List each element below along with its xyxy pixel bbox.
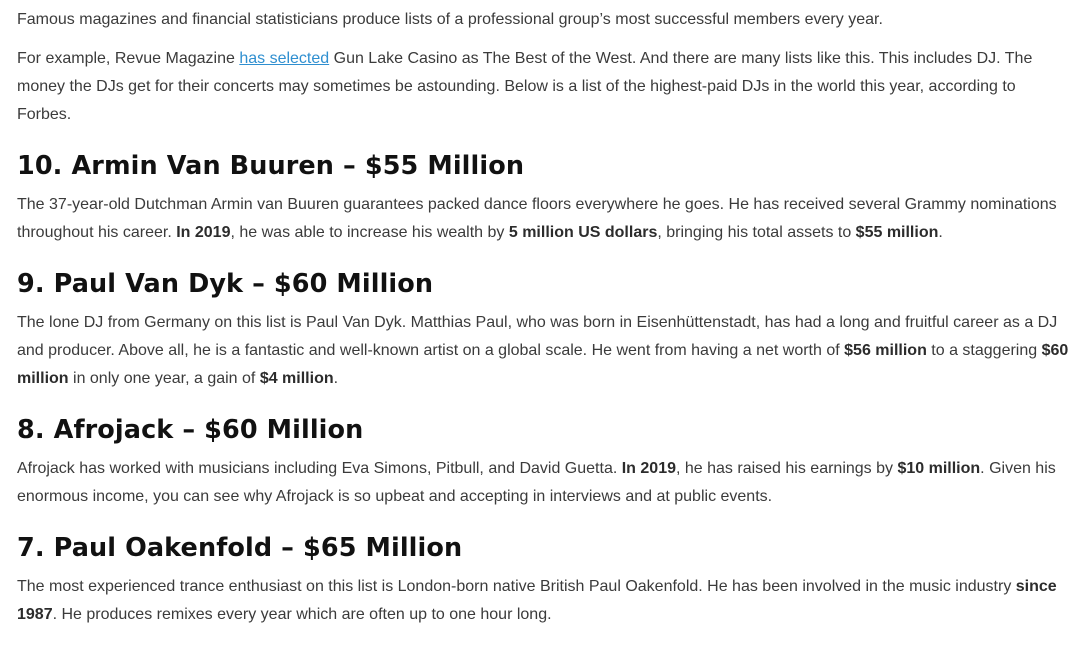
section-heading-paul-van-dyk: 9. Paul Van Dyk – $60 Million	[17, 269, 434, 299]
paragraph-text: . He produces remixes every year which are often up to one hour long.	[52, 606, 552, 623]
section-paragraph-afrojack	[17, 455, 1071, 511]
intro-paragraph	[17, 6, 1071, 34]
bold-text: In 2019	[621, 460, 676, 477]
bold-text: In 2019	[176, 224, 231, 241]
paragraph-text: , he has raised his earnings by	[676, 460, 898, 477]
section-paragraph-paul-van-dyk	[17, 309, 1071, 393]
section-heading-paul-oakenfold: 7. Paul Oakenfold – $65 Million	[17, 533, 463, 563]
bold-text: $10 million	[897, 460, 981, 477]
bold-text: $60 million	[17, 342, 1069, 387]
bold-text: $56 million	[844, 342, 927, 359]
article-body	[17, 0, 1071, 629]
bold-text: since 1987	[17, 578, 1057, 623]
intro-text: Famous magazines and financial statisticians produce lists of a professional group’s most successful members every year.	[17, 11, 883, 28]
paragraph-text: The most experienced trance enthusiast on this list is London-born native British Paul Oakenfold. He has been involved in the music industry	[17, 578, 1016, 595]
paragraph-text: .	[333, 370, 339, 387]
bold-text: $55 million	[855, 224, 939, 241]
bold-text: $4 million	[259, 370, 334, 387]
section-paragraph-paul-oakenfold	[17, 573, 1071, 629]
paragraph-text: The 37-year-old Dutchman Armin van Buuren guarantees packed dance floors everywhere he goes. He has received several Grammy nominations throughout his career.	[17, 196, 1057, 241]
paragraph-text: .	[938, 224, 943, 241]
section-heading-afrojack: 8. Afrojack – $60 Million	[17, 415, 364, 445]
paragraph-text: The lone DJ from Germany on this list is Paul Van Dyk. Matthias Paul, who was born in Eisenhüttenstadt, has had a long and fruitful career as a DJ and producer. Above all, he is a fantastic and well-known artist on a global scale. He went from having a net worth of	[17, 314, 1058, 359]
paragraph-text: Afrojack has worked with musicians including Eva Simons, Pitbull, and David Guetta.	[17, 460, 622, 477]
bold-text: 5 million US dollars	[508, 224, 658, 241]
intro-text: Gun Lake Casino as The Best of the West. And there are many lists like this. This includes DJ. The money the DJs get for their concerts may sometimes be astounding. Below is a list of the highest-paid DJs in the world this year, according to Forbes.	[17, 50, 1033, 123]
section-paragraph-armin-van-buuren	[17, 191, 1071, 247]
paragraph-text: , he was able to increase his wealth by	[230, 224, 509, 241]
paragraph-text: to a staggering	[926, 342, 1042, 359]
paragraph-text: in only one year, a gain of	[68, 370, 260, 387]
intro-paragraph-2	[17, 45, 1071, 129]
paragraph-text: , bringing his total assets to	[657, 224, 856, 241]
paragraph-text: . Given his enormous income, you can see why Afrojack is so upbeat and accepting in interviews and at public events.	[17, 460, 1056, 505]
intro-text: For example, Revue Magazine	[17, 50, 240, 67]
section-heading-armin-van-buuren: 10. Armin Van Buuren – $55 Million	[17, 151, 525, 181]
has-selected-link[interactable]: has selected	[239, 50, 330, 67]
